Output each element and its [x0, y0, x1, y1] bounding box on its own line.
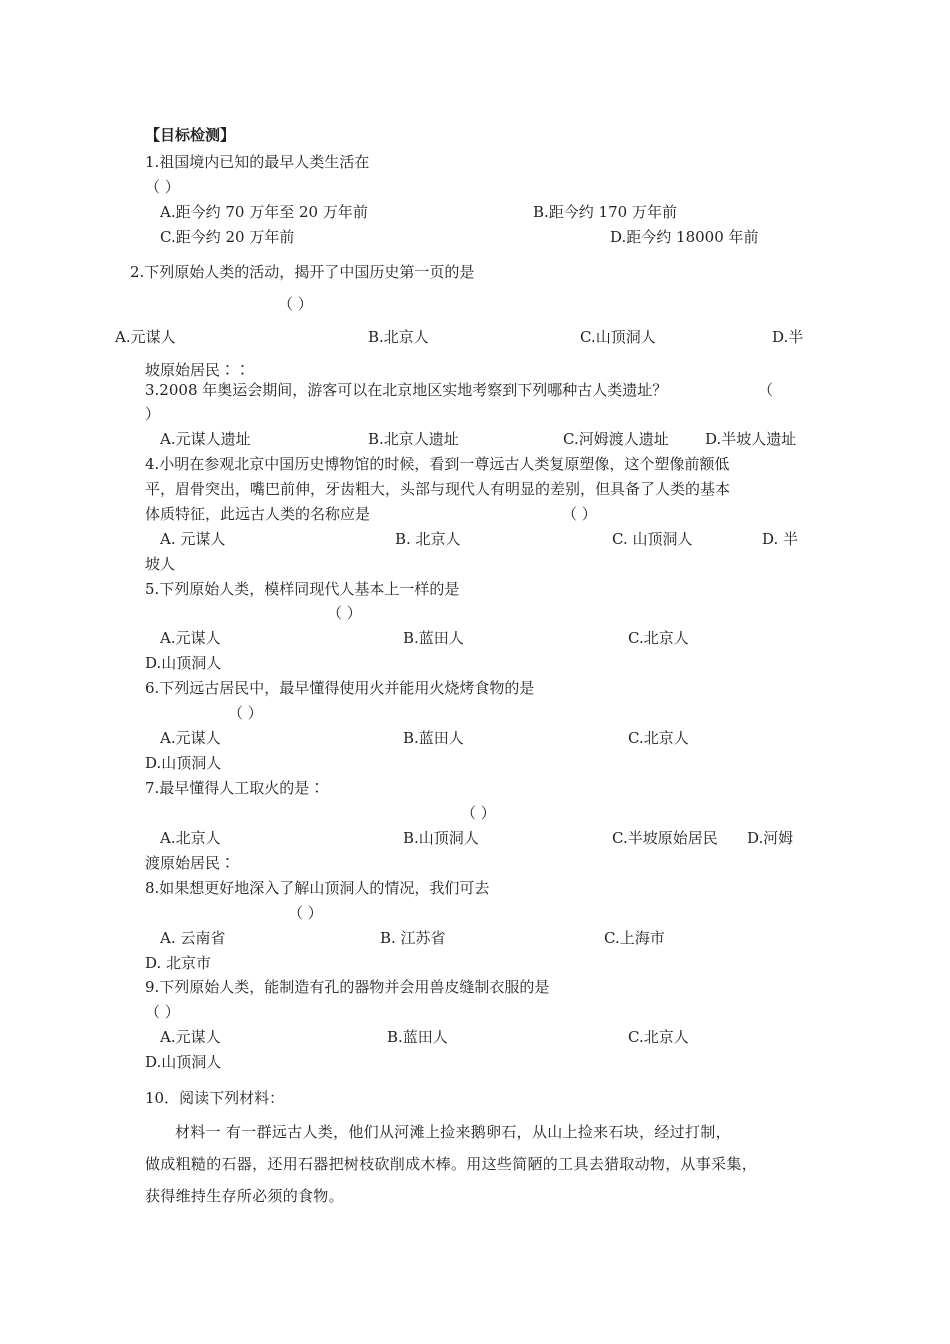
q7-option-a: A.北京人 — [160, 829, 221, 847]
q2-option-d-continued: 坡原始居民∶∶ — [145, 361, 251, 379]
q1-option-c: C.距今约 20 万年前 — [160, 228, 295, 246]
q1-option-d: D.距今约 18000 年前 — [610, 228, 759, 246]
q7-option-b: B.山顶洞人 — [403, 829, 479, 847]
q3-answer-paren-close: ） — [145, 405, 161, 423]
q1-option-a: A.距今约 70 万年至 20 万年前 — [160, 203, 368, 221]
q5-option-b: B.蓝田人 — [403, 629, 464, 647]
q4-stem-line-3: 体质特征，此远古人类的名称应是 — [145, 505, 371, 523]
q9-option-a: A.元谋人 — [160, 1028, 221, 1046]
q2-answer-paren: （ ） — [278, 295, 313, 313]
section-title: 【目标检测】 — [145, 126, 236, 144]
q2-option-b: B.北京人 — [368, 328, 429, 346]
q8-option-d: D. 北京市 — [145, 954, 212, 972]
q7-option-d: D.河姆 — [747, 829, 794, 847]
q8-answer-paren: （ ） — [288, 904, 323, 922]
q7-option-d-continued: 渡原始居民∶ — [145, 854, 236, 872]
q8-option-a: A. 云南省 — [160, 929, 226, 947]
q10-stem: 10．阅读下列材料： — [145, 1089, 285, 1107]
q1-option-b: B.距今约 170 万年前 — [533, 203, 677, 221]
q6-option-c: C.北京人 — [628, 729, 689, 747]
q10-material-line-1: 材料一 有一群远古人类，他们从河滩上捡来鹅卵石，从山上捡来石块，经过打制， — [175, 1123, 731, 1141]
q2-option-d: D.半 — [772, 328, 804, 346]
q3-option-a: A.元谋人遗址 — [160, 430, 251, 448]
q5-stem: 5.下列原始人类，模样同现代人基本上一样的是 — [145, 580, 460, 598]
q3-option-c: C.河姆渡人遗址 — [563, 430, 669, 448]
q9-option-d: D.山顶洞人 — [145, 1053, 222, 1071]
q6-stem: 6.下列远古居民中，最早懂得使用火并能用火烧烤食物的是 — [145, 679, 535, 697]
q5-option-a: A.元谋人 — [160, 629, 221, 647]
q8-option-c: C.上海市 — [604, 929, 665, 947]
q2-option-a: A.元谋人 — [115, 328, 176, 346]
q8-stem: 8.如果想更好地深入了解山顶洞人的情况，我们可去 — [145, 879, 490, 897]
q5-option-d: D.山顶洞人 — [145, 654, 222, 672]
q5-option-c: C.北京人 — [628, 629, 689, 647]
q6-option-d: D.山顶洞人 — [145, 754, 222, 772]
q3-option-b: B.北京人遗址 — [368, 430, 459, 448]
q9-stem: 9.下列原始人类，能制造有孔的器物并会用兽皮缝制衣服的是 — [145, 978, 550, 996]
q7-answer-paren: （ ） — [461, 804, 496, 822]
q2-stem: 2.下列原始人类的活动，揭开了中国历史第一页的是 — [130, 263, 475, 281]
q4-option-a: A. 元谋人 — [160, 530, 226, 548]
q9-option-c: C.北京人 — [628, 1028, 689, 1046]
q1-stem: 1.祖国境内已知的最早人类生活在 — [145, 153, 370, 171]
q10-material-line-2: 做成粗糙的石器，还用石器把树枝砍削成木棒。用这些简陋的工具去猎取动物，从事采集， — [145, 1155, 758, 1173]
q9-option-b: B.蓝田人 — [387, 1028, 448, 1046]
q4-stem-line-1: 4.小明在参观北京中国历史博物馆的时候，看到一尊远古人类复原塑像，这个塑像前额低 — [145, 455, 730, 473]
q6-option-b: B.蓝田人 — [403, 729, 464, 747]
q6-answer-paren: （ ） — [228, 704, 263, 722]
q4-answer-paren: （ ） — [562, 505, 597, 523]
q5-answer-paren: （ ） — [327, 604, 362, 622]
q3-option-d: D.半坡人遗址 — [705, 430, 797, 448]
q3-answer-paren-open: （ — [758, 381, 774, 399]
q1-answer-paren: （ ） — [145, 178, 180, 196]
q7-stem: 7.最早懂得人工取火的是∶ — [145, 779, 325, 797]
q7-option-c: C.半坡原始居民 — [612, 829, 718, 847]
q10-material-line-3: 获得维持生存所必须的食物。 — [145, 1187, 344, 1205]
q4-stem-line-2: 平，眉骨突出，嘴巴前伸，牙齿粗大，头部与现代人有明显的差别，但具备了人类的基本 — [145, 480, 731, 498]
q3-stem: 3.2008 年奥运会期间，游客可以在北京地区实地考察到下列哪种古人类遗址？ — [145, 381, 668, 399]
q9-answer-paren: （ ） — [145, 1003, 180, 1021]
q4-option-d-continued: 坡人 — [145, 555, 176, 573]
q8-option-b: B. 江苏省 — [380, 929, 446, 947]
q6-option-a: A.元谋人 — [160, 729, 221, 747]
q2-option-c: C.山顶洞人 — [580, 328, 656, 346]
q4-option-c: C. 山顶洞人 — [612, 530, 693, 548]
q4-option-d: D. 半 — [762, 530, 799, 548]
q4-option-b: B. 北京人 — [395, 530, 461, 548]
